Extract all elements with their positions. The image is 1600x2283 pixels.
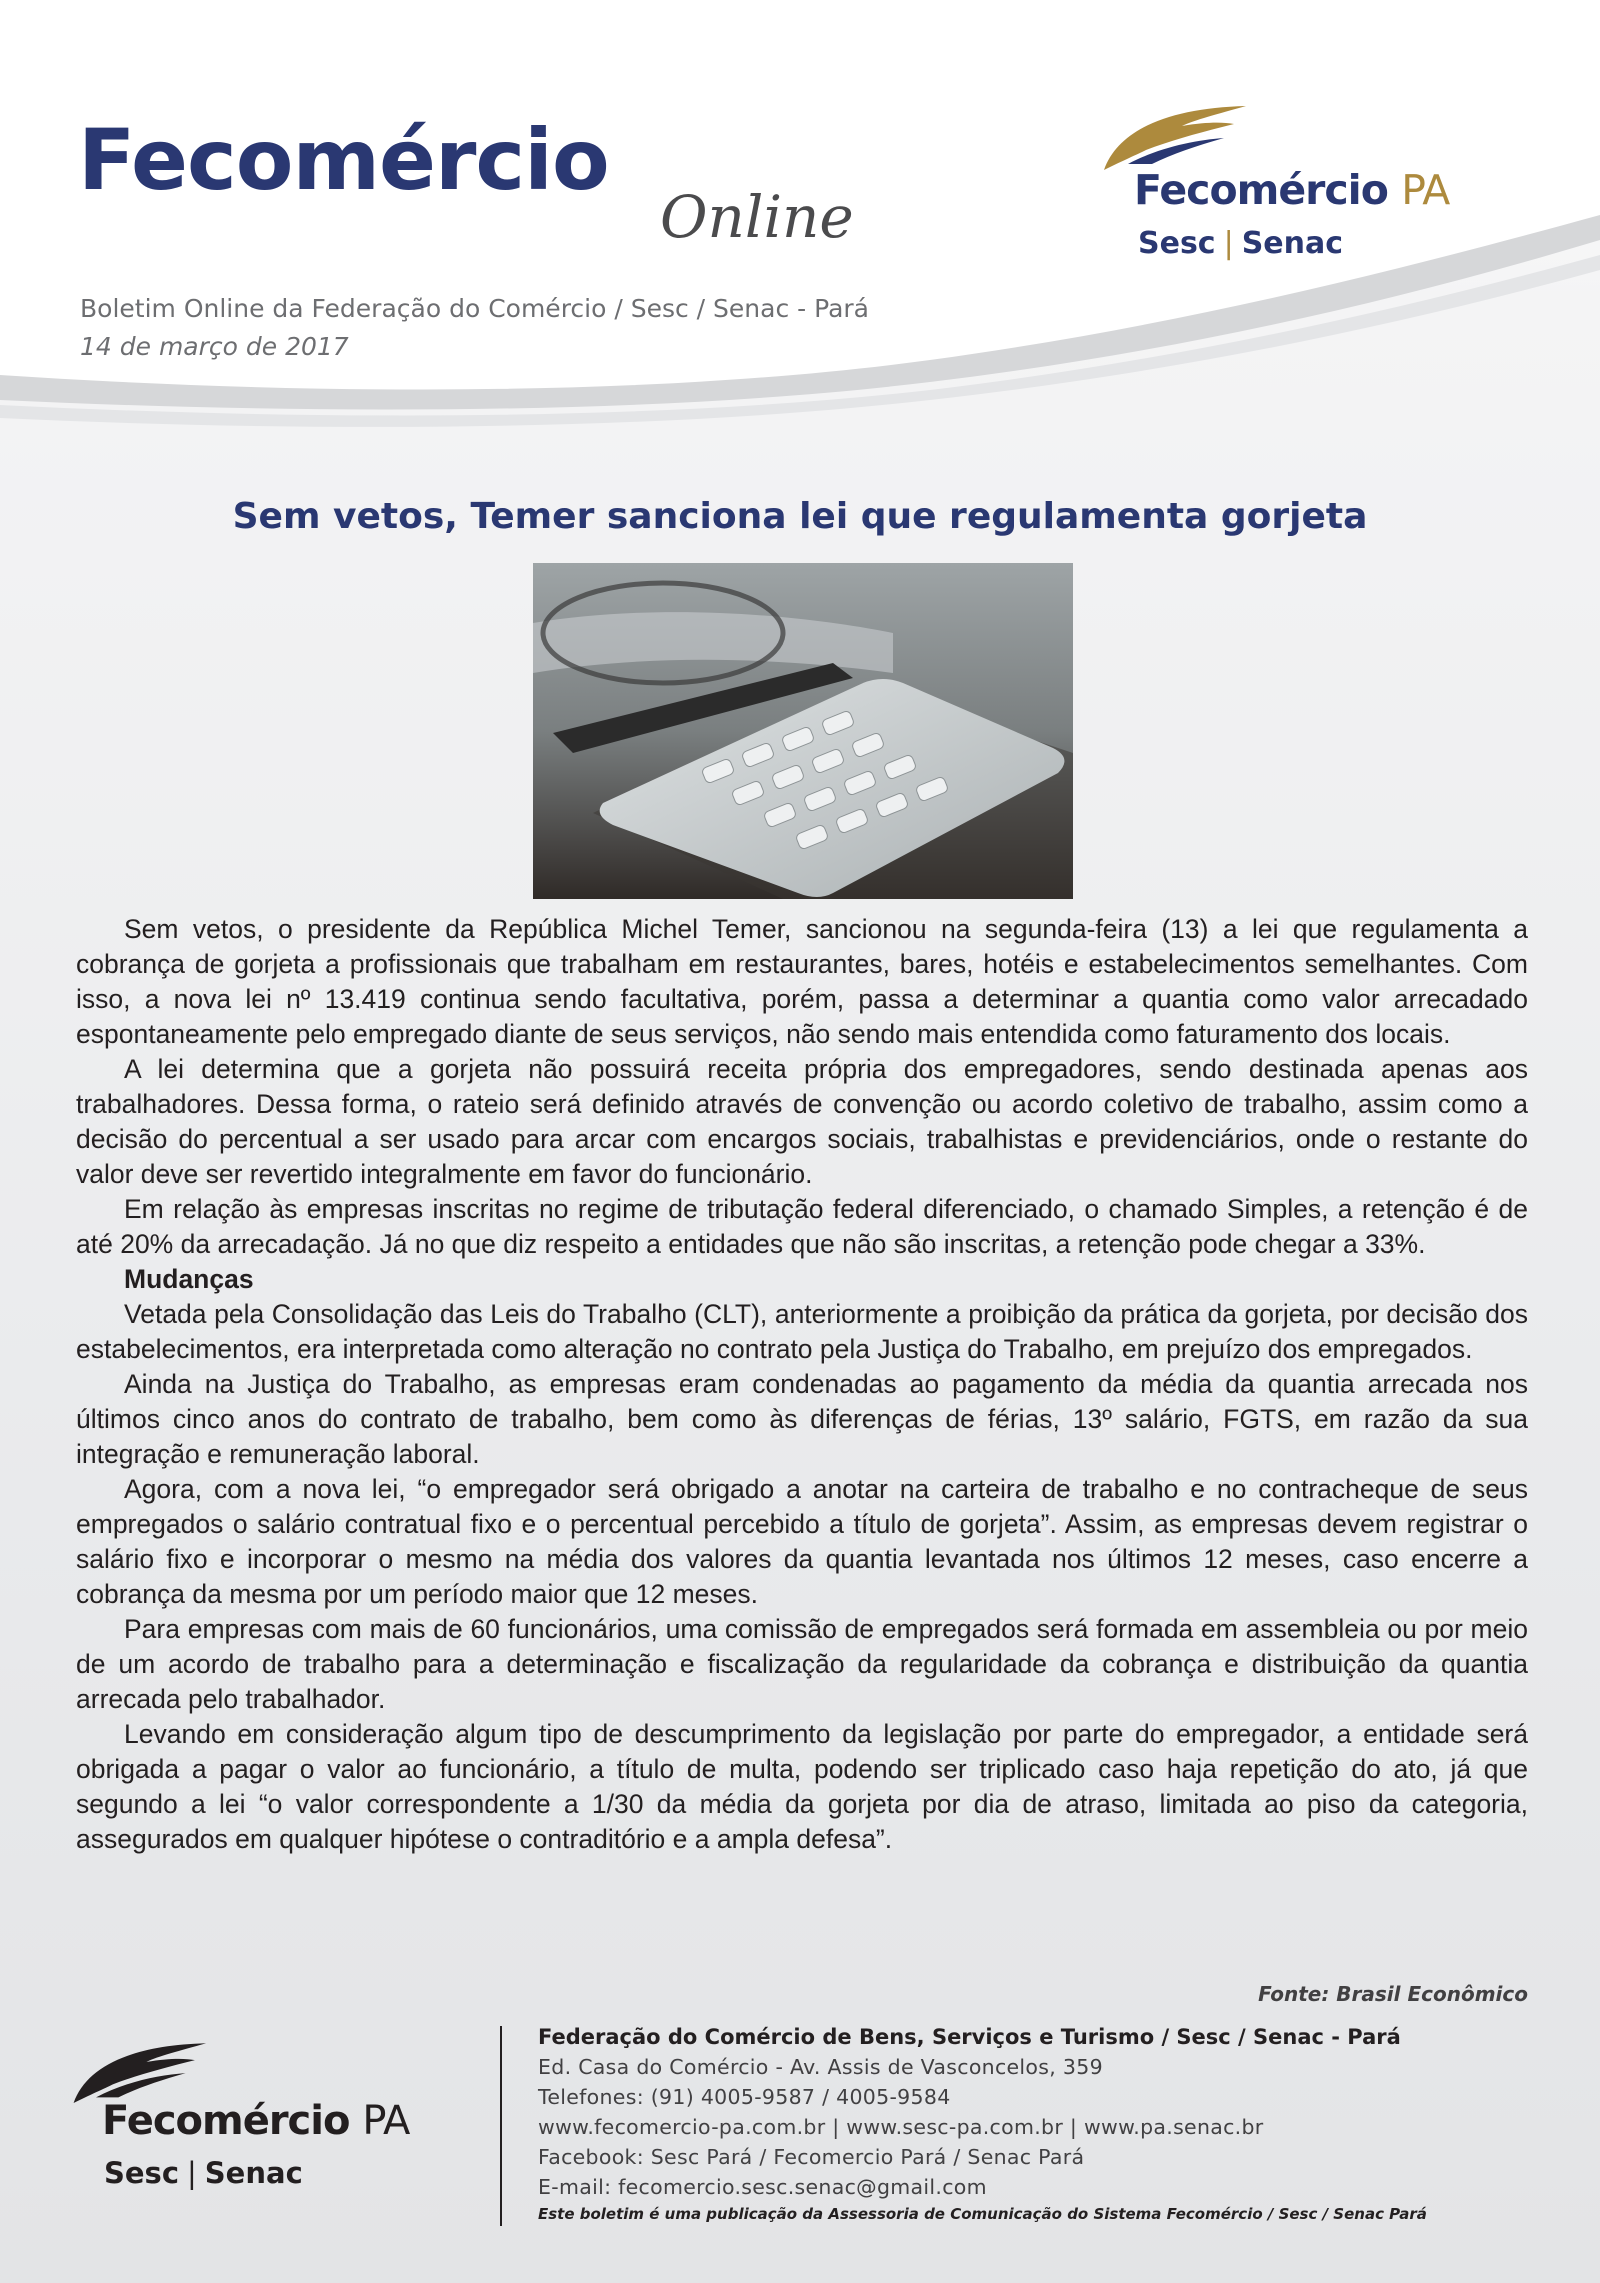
- bulletin-subtitle: Boletim Online da Federação do Comércio / Sesc / Senac - Pará: [80, 294, 870, 323]
- logo-brand-name: Fecomércio: [1134, 166, 1388, 214]
- footer-organization: Federação do Comércio de Bens, Serviços e Turismo / Sesc / Senac - Pará: [538, 2025, 1401, 2049]
- article-paragraph: Agora, com a nova lei, “o empregador será obrigado a anotar na carteira de trabalho e no contracheque de seus empregados o salário contratual fixo e o percentual percebido a título de gorjeta”. Assim, as empresas devem registrar o salário fixo e incorporar o mesmo na média dos valores da quantia levantada nos últimos 12 meses, caso encerre a cobrança da mesma por um período maior que 12 meses.: [76, 1474, 1528, 1609]
- logo-brand-suffix: PA: [1401, 166, 1450, 214]
- article-paragraph: Para empresas com mais de 60 funcionários, uma comissão de empregados será formada em assembleia ou por meio de um acordo de trabalho para a determinação e fiscalização da regularidade da cobrança e distribuição da quantia arrecada pelo trabalhador.: [76, 1614, 1528, 1714]
- footer-email[interactable]: E-mail: fecomercio.sesc.senac@gmail.com: [538, 2175, 987, 2199]
- logo-brand-suffix: PA: [362, 2098, 410, 2144]
- article-paragraph: Em relação às empresas inscritas no regime de tributação federal diferenciado, o chamado Simples, a retenção é de até 20% da arrecadação. Já no que diz respeito a entidades que não são inscritas, a retenção pode chegar a 33%.: [76, 1194, 1528, 1259]
- article-headline: Sem vetos, Temer sanciona lei que regulamenta gorjeta: [232, 496, 1368, 537]
- masthead-online-script: Online: [660, 183, 854, 251]
- calculator-photo: [533, 563, 1073, 899]
- footer-phones: Telefones: (91) 4005-9587 / 4005-9584: [538, 2085, 951, 2109]
- logo-sub-divider: |: [1223, 226, 1234, 261]
- logo-sub-divider: |: [187, 2156, 197, 2190]
- logo-sub-senac: Senac: [1241, 226, 1344, 261]
- footer-websites[interactable]: www.fecomercio-pa.com.br | www.sesc-pa.com.br | www.pa.senac.br: [538, 2115, 1264, 2139]
- logo-brand: [1134, 166, 1449, 214]
- logo-sub-senac: Senac: [204, 2156, 303, 2190]
- footer-credit: Este boletim é uma publicação da Assessoria de Comunicação do Sistema Fecomércio / Sesc / Senac Pará: [538, 2205, 1427, 2223]
- fecomercio-pa-logo-top: [1098, 100, 1528, 270]
- bulletin-date: 14 de março de 2017: [80, 332, 349, 361]
- fecomercio-pa-logo-bottom: [68, 2036, 488, 2196]
- logo-brand-name: Fecomércio: [102, 2098, 350, 2144]
- article-paragraph: Vetada pela Consolidação das Leis do Trabalho (CLT), anteriormente a proibição da prática da gorjeta, por decisão dos estabelecimentos, era interpretada como alteração no contrato pela Justiça do Trabalho, em prejuízo dos empregados.: [76, 1299, 1528, 1364]
- logo-sub: [104, 2156, 303, 2190]
- article-body: [76, 912, 1528, 1857]
- logo-sub-sesc: Sesc: [104, 2156, 180, 2190]
- masthead-title: Fecomércio: [78, 111, 609, 209]
- article-paragraph: Sem vetos, o presidente da República Michel Temer, sancionou na segunda-feira (13) a lei que regulamenta a cobrança de gorjeta a profissionais que trabalham em restaurantes, bares, hotéis e estabelecimentos semelhantes. Com isso, a nova lei nº 13.419 continua sendo facultativa, porém, passa a determinar a quantia como valor arrecadado espontaneamente pelo empregado diante de seus serviços, não sendo mais entendida como faturamento dos locais.: [76, 914, 1528, 1049]
- article-subheading: Mudanças: [124, 1264, 254, 1294]
- article-paragraph: Levando em consideração algum tipo de descumprimento da legislação por parte do empregador, a entidade será obrigada a pagar o valor ao funcionário, a título de multa, podendo ser triplicado caso haja repetição do ato, já que segundo a lei “o valor correspondente a 1/30 da média da gorjeta por dia de atraso, limitada ao piso da categoria, assegurados em qualquer hipótese o contraditório e a ampla defesa”.: [76, 1719, 1528, 1854]
- article-source: Fonte: Brasil Econômico: [1258, 1982, 1528, 2006]
- footer-address: Ed. Casa do Comércio - Av. Assis de Vasconcelos, 359: [538, 2055, 1103, 2079]
- logo-brand: [102, 2098, 409, 2144]
- logo-sub: [1138, 226, 1343, 261]
- footer-divider: [500, 2026, 502, 2226]
- logo-sub-sesc: Sesc: [1138, 226, 1216, 261]
- footer-contact: [538, 2022, 1538, 2226]
- footer-facebook: Facebook: Sesc Pará / Fecomercio Pará / Senac Pará: [538, 2145, 1085, 2169]
- article-paragraph: Ainda na Justiça do Trabalho, as empresas eram condenadas ao pagamento da média da quantia arrecada nos últimos cinco anos do contrato de trabalho, bem como às diferenças de férias, 13º salário, FGTS, em razão da sua integração e remuneração laboral.: [76, 1369, 1528, 1469]
- article-paragraph: A lei determina que a gorjeta não possuirá receita própria dos empregadores, sendo destinada apenas aos trabalhadores. Dessa forma, o rateio será definido através de convenção ou acordo coletivo de trabalho, assim como a decisão do percentual a ser usado para arcar com encargos sociais, trabalhistas e previdenciários, onde o restante do valor deve ser revertido integralmente em favor do funcionário.: [76, 1054, 1528, 1189]
